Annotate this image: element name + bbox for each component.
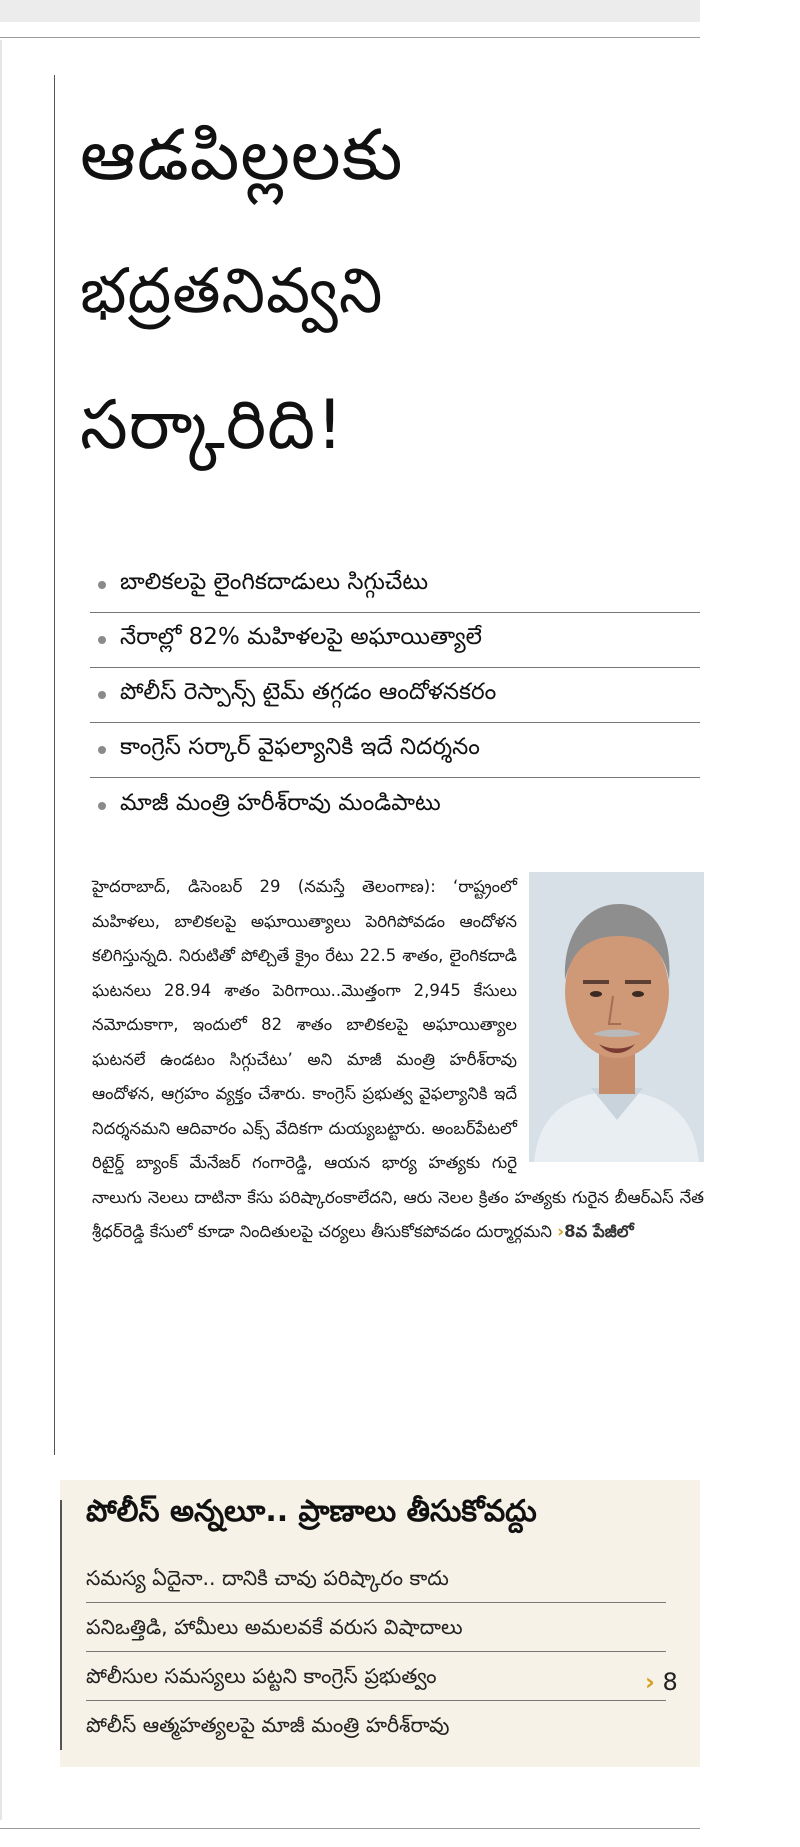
portrait-image <box>529 872 704 1162</box>
highlight-item <box>90 613 700 668</box>
article-text: హైదరాబాద్, డిసెంబర్ 29 (నమస్తే తెలంగాణ): ‘రాష్ట్రంలో మహిళలు, బాలికలపై అఘాయిత్యాలు పెరిగిపోవడం ఆందోళన కలిగిస్తున్నది. నిరుటితో పోల్చితే క్రైం రేటు 22.5 శాతం, లైంగికదాడి ఘటనలు 28.94 శాతం పెరిగాయి..మొత్తంగా 2,945 కేసులు నమోదుకాగా, ఇందులో 82 శాతం బాలికలపై అఘాయిత్యాల ఘటనలే ఉండటం సిగ్గుచేటు’ అని మాజీ మంత్రి హరీశ్‌రావు ఆందోళన, ఆగ్రహం వ్యక్తం చేశారు. కాంగ్రెస్ ప్రభుత్వ వైఫల్యానికి ఇదే నిదర్శనమని ఆదివారం ఎక్స్ వేదికగా దుయ్యబట్టారు. అంబర్‌పేటలో రిటైర్డ్ బ్యాంక్ మేనేజర్ గంగారెడ్డి, ఆయన భార్య హత్యకు గురై నాలుగు నెలలు దాటినా కేసు పరిష్కారంకాలేదని, ఆరు నెలల క్రితం హత్యకు గురైన బీఆర్‌ఎస్ నేత శ్రీధర్‌రెడ్డి కేసులో కూడా నిందితులపై చర్యలు తీసుకోకపోవడం దుర్మార్గమని <box>92 877 704 1241</box>
continue-arrow-icon: › <box>557 1222 565 1241</box>
box-line: పోలీస్ ఆత్మహత్యలపై మాజీ మంత్రి హరీశ్‌రావు <box>86 1713 450 1737</box>
highlight-item <box>90 558 700 613</box>
bullet-dot-icon <box>98 746 106 754</box>
continued-label: 8వ పేజీలో <box>564 1222 634 1241</box>
continued-on-page[interactable] <box>557 1222 634 1241</box>
box-line: పనిఒత్తిడి, హామీలు అమలవకే వరుస విషాదాలు <box>86 1603 666 1652</box>
highlight-text: బాలికలపై లైంగికదాడులు సిగ్గుచేటు <box>120 569 429 595</box>
column-rule <box>54 75 55 1455</box>
box-line: సమస్య ఏదైనా.. దానికి చావు పరిష్కారం కాదు <box>86 1554 666 1603</box>
box-title: పోలీస్ అన్నలూ.. ప్రాణాలు తీసుకోవద్దు <box>86 1494 537 1529</box>
box-line: పోలీసుల సమస్యలు పట్టని కాంగ్రెస్ ప్రభుత్వం <box>86 1652 666 1701</box>
highlight-item <box>90 668 700 723</box>
related-news-box <box>60 1480 700 1767</box>
highlights-list <box>90 558 700 833</box>
portrait-photo <box>529 872 704 1162</box>
edge-line <box>0 40 2 1820</box>
top-strip <box>0 0 700 22</box>
box-page-link[interactable] <box>645 1668 678 1696</box>
bottom-rule <box>0 1828 700 1829</box>
bullet-dot-icon <box>98 636 106 644</box>
highlight-item <box>90 723 700 778</box>
headline <box>80 88 700 493</box>
page-number: 8 <box>662 1668 678 1696</box>
box-rule <box>60 1500 62 1750</box>
bullet-dot-icon <box>98 802 106 810</box>
bullet-dot-icon <box>98 691 106 699</box>
top-rule <box>0 37 700 38</box>
page-arrow-icon: › <box>645 1668 655 1696</box>
headline-line-2: భద్రతనివ్వని <box>80 254 384 327</box>
highlight-text: మాజీ మంత్రి హరీశ్‌రావు మండిపాటు <box>120 789 441 816</box>
box-lines <box>86 1554 666 1750</box>
highlight-text: పోలీస్ రెస్పాన్స్ టైమ్ తగ్గడం ఆందోళనకరం <box>120 679 497 705</box>
highlight-text: కాంగ్రెస్ సర్కార్ వైఫల్యానికి ఇదే నిదర్శనం <box>120 734 480 760</box>
highlight-text: నేరాల్లో 82% మహిళలపై అఘాయిత్యాలే <box>120 624 482 650</box>
headline-line-1: ఆడపిల్లలకు <box>80 114 404 196</box>
headline-line-3: సర్కారిది! <box>80 386 345 465</box>
article-body <box>92 870 704 1250</box>
highlight-item <box>90 778 700 833</box>
bullet-dot-icon <box>98 581 106 589</box>
